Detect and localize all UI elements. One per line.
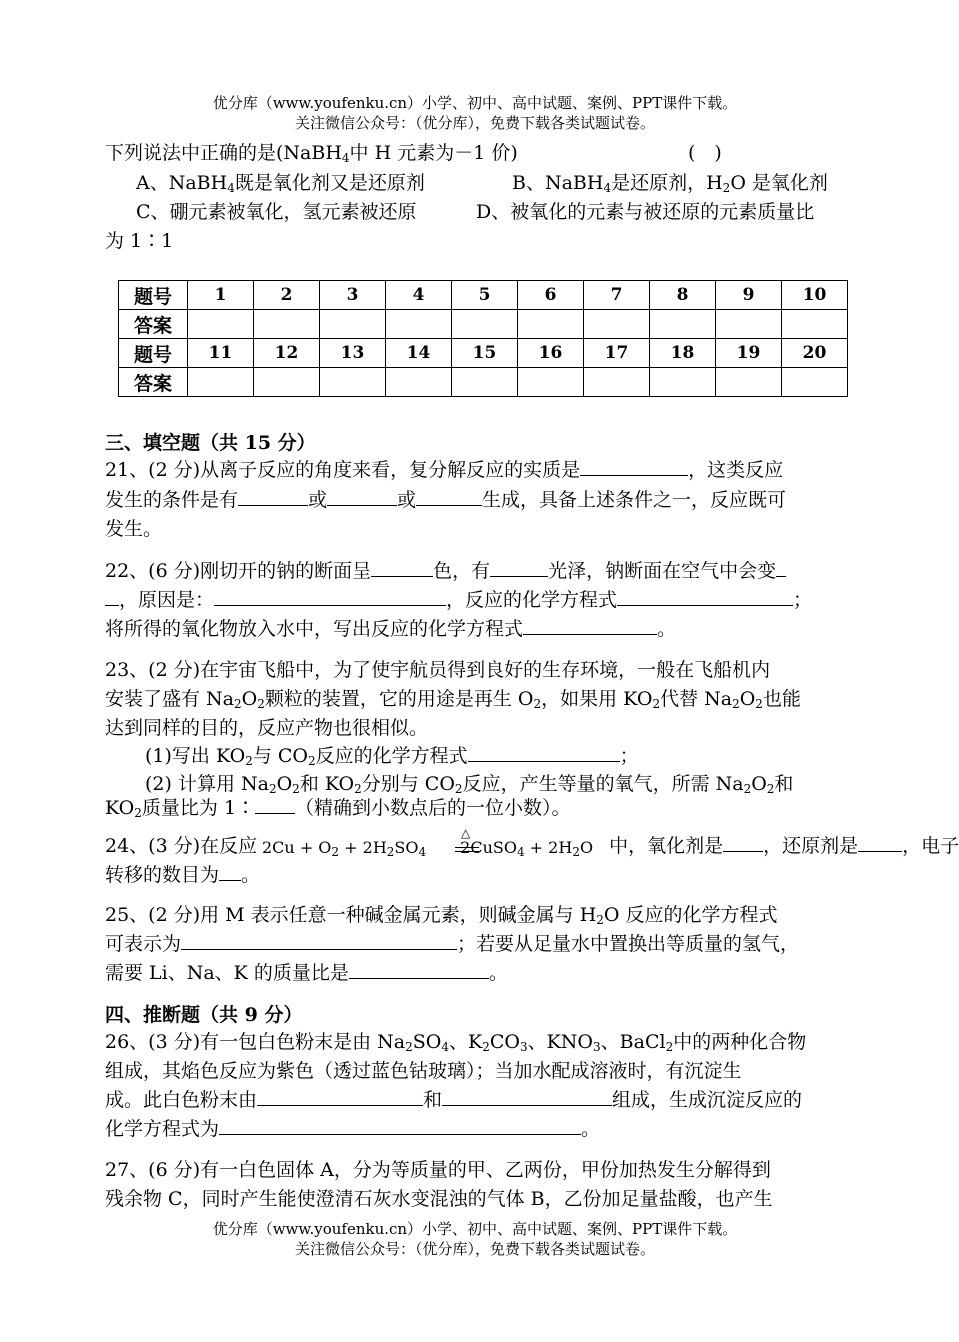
q25-line3: 需要 Li、Na、K 的质量比是 。: [105, 962, 508, 984]
blank[interactable]: [255, 796, 295, 814]
q22-line2: ，原因是： ，反应的化学方程式 ；: [105, 585, 812, 612]
q27-line1: 27、(6 分)有一白色固体 A，分为等质量的甲、乙两份，甲份加热发生分解得到: [105, 1159, 771, 1181]
q20-option-d-cont: 为 1∶1: [105, 230, 174, 252]
answer-cell[interactable]: [320, 368, 386, 397]
blank[interactable]: [327, 488, 397, 506]
answer-cell[interactable]: [584, 368, 650, 397]
q23-line3: 达到同样的目的，反应产物也很相似。: [105, 717, 429, 739]
question-number: 9: [716, 281, 782, 310]
answer-cell[interactable]: [650, 368, 716, 397]
blank[interactable]: [617, 588, 793, 606]
blank[interactable]: [580, 458, 688, 476]
answer-cell[interactable]: [650, 310, 716, 339]
q25-line2: 可表示为 ；若要从足量水中置换出等质量的氢气，: [105, 933, 800, 955]
q25-line1: 25、(2 分)用 M 表示任意一种碱金属元素，则碱金属与 $H_2O$ 反应的化学方程式: [105, 904, 778, 927]
answer-cell[interactable]: [188, 310, 254, 339]
q22-line1: 22、(6 分)刚切开的钠的断面呈 色，有 光泽，钠断面在空气中会变: [105, 556, 786, 583]
blank[interactable]: [219, 1117, 581, 1135]
question-number: 16: [518, 339, 584, 368]
q26-line3: 成。此白色粉末由 和 组成，生成沉淀反应的: [105, 1089, 803, 1111]
section3-title: 三、填空题（共 15 分）: [105, 432, 316, 454]
q21-line3: 发生。: [105, 518, 163, 540]
question-number: 13: [320, 339, 386, 368]
q20-stem: 下列说法中正确的是(NaBH$_4$中 H 元素为－1 价): [105, 142, 518, 165]
blank[interactable]: [723, 834, 763, 852]
q26-line4: 化学方程式为 。: [105, 1118, 601, 1140]
page-footer-line2: 关注微信公众号：（优分库），免费下载各类试题试卷。: [294, 1240, 655, 1258]
question-number: 7: [584, 281, 650, 310]
blank[interactable]: [416, 488, 482, 506]
heat-symbol: △: [461, 826, 471, 840]
blank[interactable]: [219, 863, 241, 881]
q20-answer-paren: ( ): [688, 142, 722, 164]
blank[interactable]: [523, 617, 657, 635]
answer-cell[interactable]: [518, 310, 584, 339]
question-number: 10: [782, 281, 848, 310]
question-number: 19: [716, 339, 782, 368]
answer-cell[interactable]: [518, 368, 584, 397]
q24-line2: 转移的数目为 。: [105, 864, 261, 886]
q27-line2: 残余物 C，同时产生能使澄清石灰水变混浊的气体 B，乙份加足量盐酸，也产生: [105, 1188, 773, 1210]
blank[interactable]: [371, 559, 433, 577]
answer-cell[interactable]: [386, 310, 452, 339]
answer-cell[interactable]: [716, 310, 782, 339]
q20-option-d: D、被氧化的元素与被还原的元素质量比: [476, 201, 815, 223]
q22-line3: 将所得的氧化物放入水中，写出反应的化学方程式 。: [105, 618, 677, 640]
q23-part1: (1)写出 $KO_2$与 $CO_2$反应的化学方程式 ；: [145, 745, 639, 768]
table-row: [119, 339, 848, 368]
row-label: 题号: [119, 339, 188, 368]
blank[interactable]: [349, 961, 489, 979]
question-number: 14: [386, 339, 452, 368]
q21-line2: 发生的条件是有 或 或 生成，具备上述条件之一，反应既可: [105, 489, 787, 511]
page-header-line1: 优分库（www.youfenku.cn）小学、初中、高中试题、案例、PPT课件下载。: [212, 94, 738, 112]
row-label: 答案: [119, 310, 188, 339]
answer-cell[interactable]: [452, 368, 518, 397]
q20-option-b: B、NaBH$_4$是还原剂，$H_2O$ 是氧化剂: [512, 172, 828, 195]
answer-cell[interactable]: [716, 368, 782, 397]
row-label: 题号: [119, 281, 188, 310]
page-footer-line1: 优分库（www.youfenku.cn）小学、初中、高中试题、案例、PPT课件下载。: [212, 1220, 738, 1238]
answer-cell[interactable]: [320, 310, 386, 339]
question-number: 5: [452, 281, 518, 310]
section4-title: 四、推断题（共 9 分）: [105, 1004, 303, 1026]
question-number: 1: [188, 281, 254, 310]
question-number: 6: [518, 281, 584, 310]
q24-equation: $2Cu + O_2 + 2H_2SO_4$ 2CuSO$_4$ + $2H_2O$: [262, 838, 594, 859]
q20-option-c: C、硼元素被氧化，氢元素被还原: [136, 201, 417, 223]
question-number: 4: [386, 281, 452, 310]
q26-line1: 26、(3 分)有一包白色粉末是由 $Na_2SO_4$、$K_2CO_3$、$KNO_3$、BaCl$_2$中的两种化合物: [105, 1031, 807, 1054]
answer-cell[interactable]: [782, 310, 848, 339]
answer-cell[interactable]: [254, 310, 320, 339]
q21-line1: 21、(2 分)从离子反应的角度来看，复分解反应的实质是 ，这类反应: [105, 459, 784, 481]
answer-cell[interactable]: [584, 310, 650, 339]
q20-option-a: A、NaBH$_4$既是氧化剂又是还原剂: [136, 172, 425, 195]
table-row: [119, 310, 848, 339]
question-number: 8: [650, 281, 716, 310]
blank[interactable]: [858, 834, 902, 852]
question-number: 3: [320, 281, 386, 310]
question-number: 17: [584, 339, 650, 368]
table-row: [119, 368, 848, 397]
q23-line2: 安装了盛有 $Na_2O_2$颗粒的装置，它的用途是再生 $O_2$，如果用 $KO_2$代替 $Na_2O_2$也能: [105, 688, 801, 711]
blank[interactable]: [105, 588, 119, 606]
answer-cell[interactable]: [782, 368, 848, 397]
question-number: 2: [254, 281, 320, 310]
page-header-line2: 关注微信公众号：（优分库），免费下载各类试题试卷。: [294, 114, 655, 132]
blank[interactable]: [442, 1088, 612, 1106]
blank[interactable]: [776, 559, 786, 577]
q23-line1: 23、(2 分)在宇宙飞船中，为了使宇航员得到良好的生存环境，一般在飞船机内: [105, 659, 771, 681]
blank[interactable]: [238, 488, 308, 506]
q24-line1: 24、(3 分)在反应 中，氧化剂是 ，还原剂是 ，电子: [105, 835, 959, 857]
question-number: 11: [188, 339, 254, 368]
q26-line2: 组成，其焰色反应为紫色（透过蓝色钴玻璃）；当加水配成溶液时，有沉淀生: [105, 1060, 742, 1082]
blank[interactable]: [214, 588, 446, 606]
answer-cell[interactable]: [188, 368, 254, 397]
answer-table: [118, 280, 848, 397]
answer-cell[interactable]: [452, 310, 518, 339]
question-number: 15: [452, 339, 518, 368]
answer-cell[interactable]: [386, 368, 452, 397]
blank[interactable]: [181, 932, 457, 950]
blank[interactable]: [257, 1088, 423, 1106]
question-number: 18: [650, 339, 716, 368]
table-row: [119, 281, 848, 310]
answer-cell[interactable]: [254, 368, 320, 397]
row-label: 答案: [119, 368, 188, 397]
question-number: 12: [254, 339, 320, 368]
question-number: 20: [782, 339, 848, 368]
blank[interactable]: [490, 559, 548, 577]
blank[interactable]: [468, 744, 620, 762]
q23-part2-cont: $KO_2$质量比为 1∶ （精确到小数点后的一位小数）。: [105, 797, 571, 820]
q23-part2: (2) 计算用 $Na_2O_2$和 $KO_2$分别与 $CO_2$反应，产生等量的氧气，所需 $Na_2O_2$和: [145, 773, 794, 796]
